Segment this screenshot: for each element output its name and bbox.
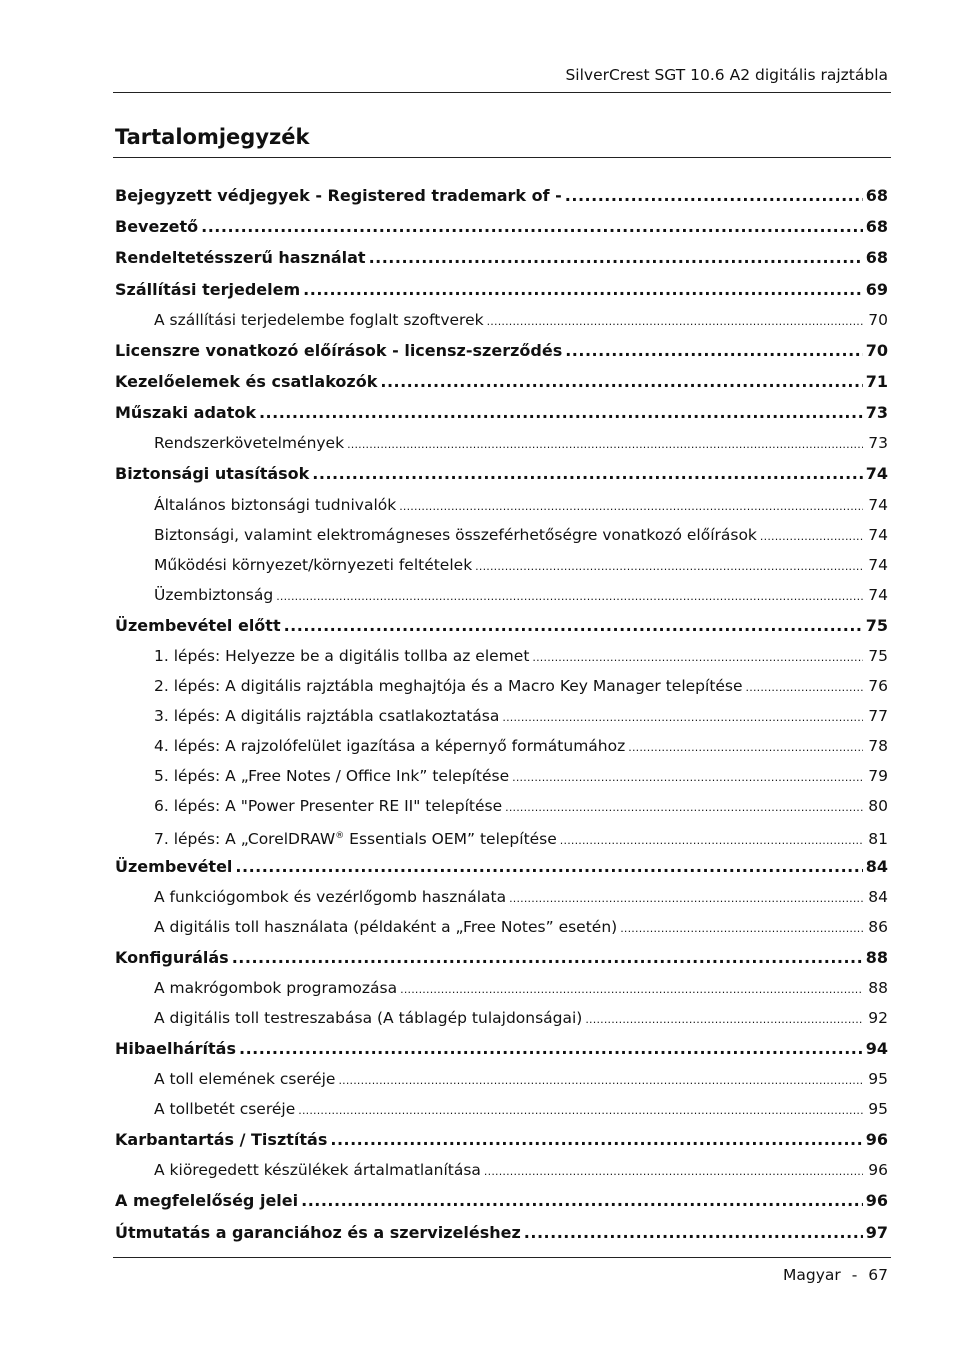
toc-entry-page: 74: [868, 585, 888, 604]
toc-entry-page: 84: [865, 856, 888, 876]
toc-dot-leader: [303, 274, 863, 305]
toc-subsection-entry[interactable]: [115, 761, 888, 791]
toc-dot-leader: [338, 1066, 863, 1096]
toc-subsection-entry[interactable]: [115, 580, 888, 610]
toc-subsection-entry[interactable]: [115, 882, 888, 912]
toc-entry-label: Bejegyzett védjegyek - Registered trademark of -: [115, 186, 562, 205]
toc-dot-leader: [380, 366, 862, 397]
title-rule: [113, 157, 891, 158]
toc-section-entry[interactable]: [115, 942, 888, 973]
toc-dot-leader: [369, 242, 863, 273]
toc-entry-label: Üzembiztonság: [154, 585, 274, 604]
toc-entry-label: A toll elemének cseréje: [154, 1070, 336, 1089]
header-rule: [113, 92, 891, 93]
toc-dot-leader: [532, 643, 863, 673]
toc-subsection-entry[interactable]: [115, 912, 888, 942]
toc-entry-label: A szállítási terjedelembe foglalt szoftverek: [154, 310, 484, 329]
toc-entry-page: 73: [865, 403, 888, 423]
toc-section-entry[interactable]: [115, 335, 888, 366]
footer-rule: [113, 1257, 891, 1258]
toc-entry-label: Licenszre vonatkozó előírások - licensz-szerződés: [115, 340, 563, 360]
toc-section-entry[interactable]: [115, 180, 888, 211]
toc-entry-label: A funkciógombok és vezérlőgomb használata: [154, 887, 507, 906]
toc-dot-leader: [312, 458, 862, 489]
toc-entry-page: 75: [868, 646, 888, 665]
toc-entry-page: 81: [868, 829, 888, 848]
toc-entry-label: Bevezető: [115, 217, 199, 237]
toc-entry-page: 95: [868, 1070, 888, 1089]
toc-section-entry[interactable]: [115, 1033, 888, 1064]
toc-entry-label: 6. lépés: A "Power Presenter RE II" telepítése: [154, 796, 503, 815]
toc-subsection-entry[interactable]: [115, 671, 888, 701]
toc-entry-page: 75: [865, 615, 888, 635]
toc-entry-label: Útmutatás a garanciához és a szervizeléshez: [115, 1222, 521, 1242]
toc-dot-leader: [232, 942, 863, 973]
toc-entry-label: Konfigurálás: [115, 947, 229, 967]
toc-subsection-entry[interactable]: [115, 1094, 888, 1124]
toc-section-entry[interactable]: [115, 242, 888, 273]
toc-dot-leader: [620, 914, 863, 944]
toc-entry-page: 68: [865, 186, 888, 205]
toc-entry-label: 4. lépés: A rajzolófelület igazítása a képernyő formátumához: [154, 736, 626, 755]
toc-dot-leader: [298, 1096, 863, 1126]
toc-entry-page: 74: [868, 495, 888, 514]
toc-entry-page: 74: [868, 525, 888, 544]
toc-dot-leader: [502, 703, 863, 733]
toc-entry-page: 68: [865, 248, 888, 268]
toc-entry-label: A kiöregedett készülékek ártalmatlanítása: [154, 1161, 481, 1180]
toc-section-entry[interactable]: [115, 397, 888, 428]
toc-section-entry[interactable]: [115, 1124, 888, 1155]
toc-entry-page: 77: [868, 706, 888, 725]
toc-entry-page: 70: [865, 340, 888, 360]
toc-entry-label: Működési környezet/környezeti feltételek: [154, 555, 473, 574]
toc-dot-leader: [475, 552, 863, 582]
toc-entry-label: Rendeltetésszerű használat: [115, 248, 366, 268]
footer-language: Magyar: [783, 1266, 841, 1284]
toc-entry-page: 92: [868, 1009, 888, 1028]
toc-subsection-entry[interactable]: [115, 520, 888, 550]
toc-dot-leader: [585, 1005, 863, 1035]
toc-entry-page: 69: [865, 279, 888, 299]
toc-entry-page: 76: [868, 676, 888, 695]
page-title: Tartalomjegyzék: [115, 125, 310, 149]
toc-section-entry[interactable]: [115, 366, 888, 397]
running-header: SilverCrest SGT 10.6 A2 digitális rajztábla: [565, 66, 888, 84]
toc-subsection-entry[interactable]: [115, 305, 888, 335]
toc-entry-page: 88: [865, 947, 888, 967]
toc-section-entry[interactable]: [115, 1185, 888, 1216]
toc-entry-label: Hibaelhárítás: [115, 1039, 236, 1059]
toc-subsection-entry[interactable]: [115, 490, 888, 520]
toc-subsection-entry[interactable]: [115, 791, 888, 821]
toc-subsection-entry[interactable]: [115, 1003, 888, 1033]
toc-entry-label: A tollbetét cseréje: [154, 1100, 296, 1119]
toc-entry-page: 70: [868, 310, 888, 329]
toc-entry-page: 79: [868, 766, 888, 785]
toc-dot-leader: [276, 582, 863, 612]
toc-section-entry[interactable]: [115, 458, 888, 489]
toc-section-entry[interactable]: [115, 1217, 888, 1248]
toc-entry-label: Biztonsági utasítások: [115, 464, 310, 484]
toc-entry-page: 74: [868, 555, 888, 574]
toc-entry-label: 3. lépés: A digitális rajztábla csatlakoztatása: [154, 706, 500, 725]
toc-entry-page: 97: [865, 1222, 888, 1242]
toc-dot-leader: [484, 1157, 863, 1187]
toc-section-entry[interactable]: [115, 274, 888, 305]
toc-entry-page: 95: [868, 1100, 888, 1119]
toc-entry-page: 84: [868, 887, 888, 906]
toc-entry-label: 7. lépés: A „CorelDRAW® Essentials OEM” telepítése: [154, 829, 557, 848]
toc-entry-page: 80: [868, 796, 888, 815]
toc-dot-leader: [505, 793, 863, 823]
toc-entry-label: Rendszerkövetelmények: [154, 434, 345, 453]
toc-subsection-entry[interactable]: [115, 428, 888, 458]
toc-subsection-entry[interactable]: [115, 1064, 888, 1094]
toc-dot-leader: [746, 673, 863, 703]
footer-separator: -: [851, 1266, 858, 1284]
toc-dot-leader: [565, 335, 863, 366]
toc-entry-label: Üzembevétel előtt: [115, 615, 281, 635]
toc-dot-leader: [259, 397, 863, 428]
toc-section-entry[interactable]: [115, 610, 888, 641]
toc-dot-leader: [524, 1217, 863, 1248]
table-of-contents: [115, 180, 888, 1248]
toc-entry-page: 68: [865, 217, 888, 237]
toc-dot-leader: [399, 492, 863, 522]
toc-entry-label: A makrógombok programozása: [154, 979, 398, 998]
toc-entry-page: 94: [865, 1039, 888, 1059]
toc-entry-page: 96: [865, 1191, 888, 1211]
toc-dot-leader: [400, 975, 863, 1005]
toc-entry-page: 78: [868, 736, 888, 755]
toc-entry-page: 96: [865, 1130, 888, 1150]
toc-entry-label: Kezelőelemek és csatlakozók: [115, 371, 378, 391]
toc-subsection-entry[interactable]: [115, 550, 888, 580]
toc-entry-label: 1. lépés: Helyezze be a digitális tollba az elemet: [154, 646, 530, 665]
toc-section-entry[interactable]: [115, 211, 888, 242]
toc-entry-label: 2. lépés: A digitális rajztábla meghajtója és a Macro Key Manager telepítése: [154, 676, 743, 695]
toc-dot-leader: [201, 211, 863, 242]
toc-entry-page: 88: [868, 979, 888, 998]
toc-dot-leader: [235, 851, 862, 882]
toc-subsection-entry[interactable]: [115, 641, 888, 671]
toc-subsection-entry[interactable]: [115, 1155, 888, 1185]
toc-section-entry[interactable]: [115, 851, 888, 882]
toc-dot-leader: [330, 1124, 862, 1155]
toc-subsection-entry[interactable]: [115, 973, 888, 1003]
toc-entry-label: Üzembevétel: [115, 856, 233, 876]
toc-entry-label: Általános biztonsági tudnivalók: [154, 495, 397, 514]
toc-dot-leader: [760, 522, 863, 552]
toc-entry-label: 5. lépés: A „Free Notes / Office Ink” telepítése: [154, 766, 510, 785]
toc-entry-label: A digitális toll testreszabása (A táblagép tulajdonságai): [154, 1009, 583, 1028]
toc-entry-page: 71: [865, 371, 888, 391]
toc-entry-page: 96: [868, 1161, 888, 1180]
toc-dot-leader: [512, 763, 863, 793]
toc-entry-label: A megfelelőség jelei: [115, 1191, 299, 1211]
toc-entry-page: 74: [865, 464, 888, 484]
toc-dot-leader: [487, 307, 863, 337]
page-footer: [783, 1266, 888, 1284]
toc-dot-leader: [239, 1033, 863, 1064]
toc-entry-label: Szállítási terjedelem: [115, 279, 301, 299]
toc-dot-leader: [347, 430, 863, 460]
toc-dot-leader: [565, 180, 863, 211]
toc-dot-leader: [284, 610, 863, 641]
toc-subsection-entry[interactable]: [115, 821, 888, 851]
toc-subsection-entry[interactable]: [115, 731, 888, 761]
toc-entry-label: Műszaki adatok: [115, 403, 256, 423]
toc-dot-leader: [509, 884, 863, 914]
toc-entry-label: Karbantartás / Tisztítás: [115, 1130, 328, 1150]
footer-page-number: 67: [868, 1266, 888, 1284]
toc-entry-label: A digitális toll használata (példaként a „Free Notes” esetén): [154, 917, 618, 936]
toc-entry-label: Biztonsági, valamint elektromágneses összeférhetőségre vonatkozó előírások: [154, 525, 757, 544]
toc-dot-leader: [301, 1185, 863, 1216]
toc-dot-leader: [628, 733, 863, 763]
toc-subsection-entry[interactable]: [115, 701, 888, 731]
toc-entry-page: 86: [868, 917, 888, 936]
toc-entry-page: 73: [868, 434, 888, 453]
